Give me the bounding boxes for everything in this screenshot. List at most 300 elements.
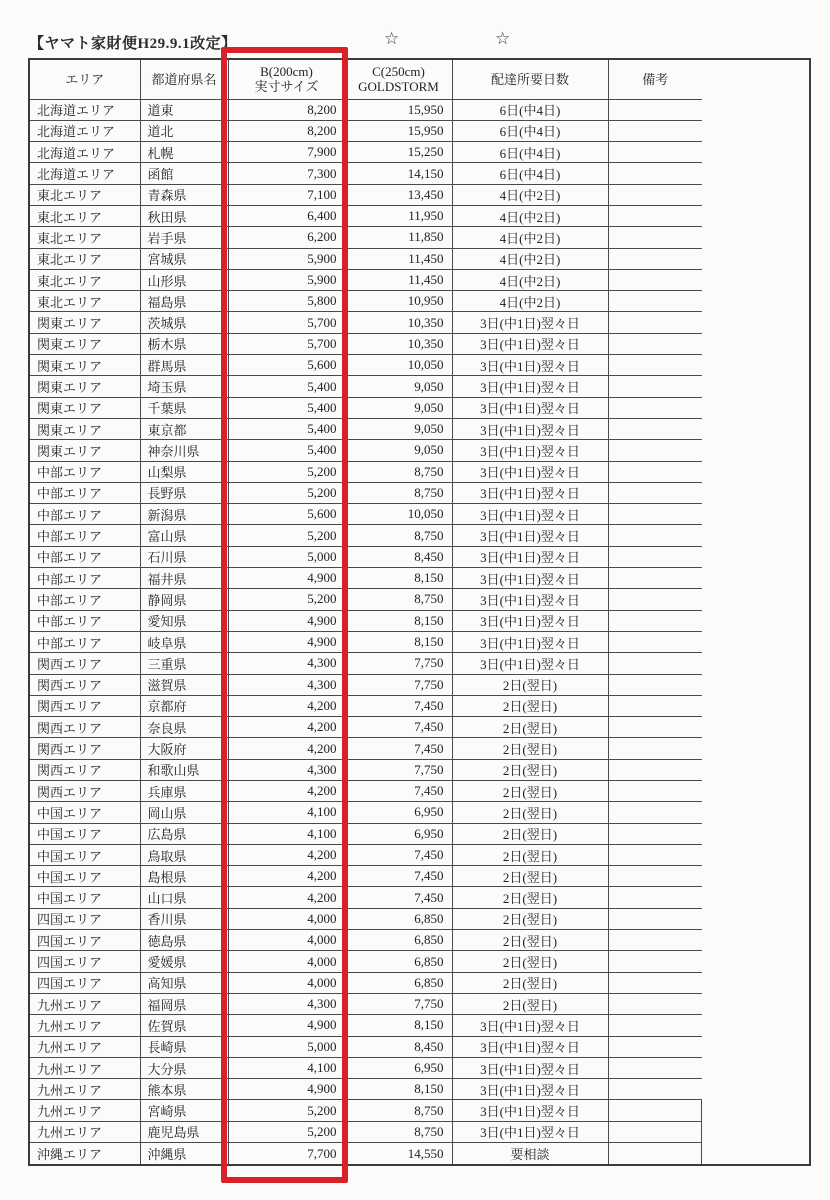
remarks-cell [608,184,702,205]
prefecture-cell: 沖縄県 [140,1143,228,1164]
prefecture-cell: 長崎県 [140,1036,228,1057]
prefecture-cell: 鹿児島県 [140,1121,228,1142]
table-row [30,887,702,908]
area-cell: 九州エリア [30,1057,140,1078]
table-row [30,248,702,269]
prefecture-cell: 栃木県 [140,333,228,354]
prefecture-cell: 熊本県 [140,1079,228,1100]
area-cell: 関東エリア [30,333,140,354]
prefecture-cell: 富山県 [140,525,228,546]
remarks-cell [608,1143,702,1164]
price-c-cell: 14,550 [345,1143,452,1164]
price-b-cell: 4,200 [228,738,345,759]
remarks-cell [608,376,702,397]
table-row [30,568,702,589]
remarks-cell [608,972,702,993]
price-b-cell: 7,300 [228,163,345,184]
area-cell: 関西エリア [30,653,140,674]
remarks-cell [608,631,702,652]
table-row [30,993,702,1014]
area-cell: 中国エリア [30,823,140,844]
days-cell: 2日(翌日) [452,695,608,716]
days-cell: 要相談 [452,1143,608,1164]
days-cell: 6日(中4日) [452,120,608,141]
remarks-cell [608,397,702,418]
price-b-cell: 4,900 [228,631,345,652]
rate-table-frame [28,58,811,1166]
days-cell: 6日(中4日) [452,163,608,184]
prefecture-cell: 広島県 [140,823,228,844]
days-cell: 3日(中1日)翌々日 [452,568,608,589]
days-cell: 4日(中2日) [452,205,608,226]
days-cell: 2日(翌日) [452,972,608,993]
table-row [30,546,702,567]
header-row [30,60,702,99]
price-c-cell: 11,950 [345,205,452,226]
prefecture-cell: 道東 [140,99,228,120]
table-row [30,823,702,844]
prefecture-cell: 大阪府 [140,738,228,759]
remarks-cell [608,504,702,525]
days-cell: 2日(翌日) [452,993,608,1014]
table-header [30,60,702,99]
table-row [30,738,702,759]
table-row [30,1015,702,1036]
price-c-cell: 8,150 [345,1079,452,1100]
table-row [30,482,702,503]
table-row [30,142,702,163]
table-row [30,781,702,802]
prefecture-cell: 兵庫県 [140,781,228,802]
price-b-cell: 5,200 [228,1121,345,1142]
table-row [30,184,702,205]
days-cell: 2日(翌日) [452,866,608,887]
table-row [30,844,702,865]
prefecture-cell: 函館 [140,163,228,184]
prefecture-cell: 岐阜県 [140,631,228,652]
price-b-cell: 4,300 [228,653,345,674]
prefecture-cell: 大分県 [140,1057,228,1078]
price-b-cell: 5,900 [228,269,345,290]
price-b-cell: 4,000 [228,908,345,929]
price-b-cell: 4,300 [228,759,345,780]
days-cell: 4日(中2日) [452,291,608,312]
price-c-cell: 8,450 [345,1036,452,1057]
prefecture-cell: 佐賀県 [140,1015,228,1036]
price-b-cell: 5,900 [228,248,345,269]
price-c-cell: 8,750 [345,525,452,546]
shipping-rate-table [30,60,702,1164]
days-cell: 3日(中1日)翌々日 [452,525,608,546]
remarks-cell [608,781,702,802]
price-c-cell: 6,850 [345,908,452,929]
price-c-cell: 8,150 [345,610,452,631]
table-row [30,163,702,184]
remarks-cell [608,418,702,439]
area-cell: 北海道エリア [30,120,140,141]
table-row [30,972,702,993]
remarks-cell [608,1100,702,1121]
area-cell: 東北エリア [30,205,140,226]
price-c-cell: 7,450 [345,717,452,738]
price-b-cell: 4,000 [228,951,345,972]
price-c-cell: 9,050 [345,376,452,397]
remarks-cell [608,142,702,163]
price-c-cell: 10,350 [345,312,452,333]
header-days: 配達所要日数 [452,60,608,99]
days-cell: 2日(翌日) [452,823,608,844]
days-cell: 2日(翌日) [452,759,608,780]
price-c-cell: 7,750 [345,993,452,1014]
area-cell: 沖縄エリア [30,1143,140,1164]
area-cell: 中部エリア [30,568,140,589]
table-row [30,291,702,312]
table-row [30,205,702,226]
prefecture-cell: 青森県 [140,184,228,205]
price-c-cell: 8,750 [345,589,452,610]
remarks-cell [608,1057,702,1078]
table-row [30,461,702,482]
table-row [30,269,702,290]
table-row [30,1143,702,1164]
area-cell: 中国エリア [30,887,140,908]
table-row [30,1036,702,1057]
prefecture-cell: 愛媛県 [140,951,228,972]
prefecture-cell: 奈良県 [140,717,228,738]
remarks-cell [608,248,702,269]
price-b-cell: 4,200 [228,866,345,887]
days-cell: 3日(中1日)翌々日 [452,333,608,354]
days-cell: 3日(中1日)翌々日 [452,1036,608,1057]
days-cell: 6日(中4日) [452,99,608,120]
table-row [30,120,702,141]
table-row [30,333,702,354]
price-c-cell: 8,750 [345,461,452,482]
area-cell: 東北エリア [30,227,140,248]
days-cell: 3日(中1日)翌々日 [452,1079,608,1100]
price-b-cell: 5,400 [228,397,345,418]
remarks-cell [608,227,702,248]
price-b-cell: 5,600 [228,504,345,525]
remarks-cell [608,653,702,674]
price-c-cell: 6,950 [345,802,452,823]
days-cell: 4日(中2日) [452,269,608,290]
area-cell: 中部エリア [30,589,140,610]
area-cell: 関東エリア [30,440,140,461]
prefecture-cell: 長野県 [140,482,228,503]
prefecture-cell: 秋田県 [140,205,228,226]
area-cell: 中部エリア [30,631,140,652]
prefecture-cell: 茨城県 [140,312,228,333]
price-b-cell: 5,000 [228,1036,345,1057]
price-c-cell: 14,150 [345,163,452,184]
price-c-cell: 8,750 [345,482,452,503]
days-cell: 3日(中1日)翌々日 [452,440,608,461]
remarks-cell [608,589,702,610]
price-b-cell: 4,200 [228,781,345,802]
area-cell: 四国エリア [30,930,140,951]
remarks-cell [608,546,702,567]
area-cell: 東北エリア [30,248,140,269]
price-c-cell: 9,050 [345,397,452,418]
area-cell: 九州エリア [30,1015,140,1036]
price-b-cell: 4,200 [228,844,345,865]
table-row [30,1057,702,1078]
table-row [30,1079,702,1100]
days-cell: 3日(中1日)翌々日 [452,376,608,397]
remarks-cell [608,802,702,823]
remarks-cell [608,120,702,141]
price-c-cell: 13,450 [345,184,452,205]
prefecture-cell: 新潟県 [140,504,228,525]
table-row [30,440,702,461]
remarks-cell [608,312,702,333]
price-c-cell: 10,050 [345,355,452,376]
area-cell: 九州エリア [30,993,140,1014]
days-cell: 3日(中1日)翌々日 [452,1121,608,1142]
prefecture-cell: 滋賀県 [140,674,228,695]
days-cell: 2日(翌日) [452,844,608,865]
area-cell: 中部エリア [30,610,140,631]
area-cell: 九州エリア [30,1079,140,1100]
area-cell: 関東エリア [30,397,140,418]
area-cell: 関西エリア [30,695,140,716]
star-icon: ☆ [495,29,511,48]
area-cell: 北海道エリア [30,99,140,120]
page-title: 【ヤマト家財便H29.9.1改定】 [29,36,237,52]
price-b-cell: 5,400 [228,418,345,439]
table-row [30,397,702,418]
days-cell: 2日(翌日) [452,930,608,951]
table-row [30,1100,702,1121]
remarks-column-divider-line [701,1100,702,1164]
price-c-cell: 15,250 [345,142,452,163]
days-cell: 3日(中1日)翌々日 [452,461,608,482]
prefecture-cell: 札幌 [140,142,228,163]
days-cell: 2日(翌日) [452,908,608,929]
area-cell: 関東エリア [30,355,140,376]
days-cell: 6日(中4日) [452,142,608,163]
price-c-cell: 8,750 [345,1100,452,1121]
prefecture-cell: 千葉県 [140,397,228,418]
area-cell: 中国エリア [30,844,140,865]
table-row [30,418,702,439]
days-cell: 3日(中1日)翌々日 [452,504,608,525]
price-b-cell: 4,900 [228,1079,345,1100]
days-cell: 2日(翌日) [452,674,608,695]
days-cell: 3日(中1日)翌々日 [452,631,608,652]
price-c-cell: 8,150 [345,1015,452,1036]
prefecture-cell: 福島県 [140,291,228,312]
price-c-cell: 7,750 [345,674,452,695]
remarks-cell [608,482,702,503]
price-c-cell: 6,850 [345,951,452,972]
price-b-cell: 4,300 [228,674,345,695]
price-c-cell: 7,450 [345,781,452,802]
days-cell: 4日(中2日) [452,184,608,205]
table-row [30,504,702,525]
area-cell: 関西エリア [30,674,140,695]
price-c-cell: 11,450 [345,269,452,290]
days-cell: 3日(中1日)翌々日 [452,482,608,503]
area-cell: 関西エリア [30,781,140,802]
days-cell: 2日(翌日) [452,887,608,908]
days-cell: 3日(中1日)翌々日 [452,397,608,418]
price-b-cell: 4,900 [228,610,345,631]
area-cell: 関東エリア [30,312,140,333]
price-b-cell: 4,900 [228,1015,345,1036]
price-c-cell: 6,850 [345,930,452,951]
remarks-cell [608,1036,702,1057]
remarks-cell [608,1015,702,1036]
price-b-cell: 5,200 [228,482,345,503]
days-cell: 3日(中1日)翌々日 [452,1100,608,1121]
days-cell: 3日(中1日)翌々日 [452,1015,608,1036]
star-icon: ☆ [384,29,400,48]
header-size-b-line2: 実寸サイズ [254,79,319,95]
days-cell: 2日(翌日) [452,717,608,738]
remarks-cell [608,823,702,844]
days-cell: 2日(翌日) [452,802,608,823]
table-body [30,99,702,1164]
area-cell: 中部エリア [30,525,140,546]
price-c-cell: 10,950 [345,291,452,312]
price-b-cell: 5,200 [228,461,345,482]
price-b-cell: 5,000 [228,546,345,567]
remarks-cell [608,610,702,631]
price-b-cell: 5,200 [228,1100,345,1121]
price-c-cell: 7,450 [345,695,452,716]
area-cell: 関西エリア [30,717,140,738]
remarks-cell [608,205,702,226]
price-b-cell: 4,100 [228,802,345,823]
days-cell: 3日(中1日)翌々日 [452,1057,608,1078]
days-cell: 3日(中1日)翌々日 [452,546,608,567]
area-cell: 東北エリア [30,184,140,205]
price-b-cell: 7,900 [228,142,345,163]
table-row [30,589,702,610]
prefecture-cell: 福井県 [140,568,228,589]
prefecture-cell: 愛知県 [140,610,228,631]
remarks-cell [608,99,702,120]
area-cell: 東北エリア [30,291,140,312]
area-cell: 関東エリア [30,376,140,397]
prefecture-cell: 宮城県 [140,248,228,269]
table-row [30,717,702,738]
days-cell: 3日(中1日)翌々日 [452,418,608,439]
header-area: エリア [30,60,140,99]
prefecture-cell: 神奈川県 [140,440,228,461]
table-row [30,908,702,929]
header-size-c-line1: C(250cm) [372,64,425,80]
price-c-cell: 15,950 [345,99,452,120]
prefecture-cell: 岡山県 [140,802,228,823]
table-row [30,355,702,376]
area-cell: 中国エリア [30,802,140,823]
area-cell: 四国エリア [30,951,140,972]
days-cell: 4日(中2日) [452,248,608,269]
prefecture-cell: 宮崎県 [140,1100,228,1121]
table-row [30,631,702,652]
prefecture-cell: 石川県 [140,546,228,567]
table-row [30,312,702,333]
area-cell: 中国エリア [30,866,140,887]
price-b-cell: 8,200 [228,99,345,120]
header-size-b-line1: B(200cm) [260,64,313,80]
area-cell: 関東エリア [30,418,140,439]
table-row [30,99,702,120]
prefecture-cell: 岩手県 [140,227,228,248]
price-b-cell: 4,000 [228,972,345,993]
remarks-cell [608,993,702,1014]
price-b-cell: 4,300 [228,993,345,1014]
table-row [30,610,702,631]
table-row [30,695,702,716]
remarks-cell [608,1079,702,1100]
price-b-cell: 5,700 [228,333,345,354]
area-cell: 関西エリア [30,738,140,759]
area-cell: 四国エリア [30,908,140,929]
prefecture-cell: 山形県 [140,269,228,290]
table-row [30,951,702,972]
remarks-cell [608,738,702,759]
price-b-cell: 4,000 [228,930,345,951]
remarks-cell [608,1121,702,1142]
days-cell: 3日(中1日)翌々日 [452,610,608,631]
area-cell: 九州エリア [30,1036,140,1057]
table-row [30,1121,702,1142]
remarks-cell [608,440,702,461]
price-b-cell: 6,400 [228,205,345,226]
price-b-cell: 5,800 [228,291,345,312]
area-cell: 九州エリア [30,1100,140,1121]
price-b-cell: 8,200 [228,120,345,141]
area-cell: 中部エリア [30,482,140,503]
area-cell: 中部エリア [30,546,140,567]
price-b-cell: 4,200 [228,887,345,908]
area-cell: 九州エリア [30,1121,140,1142]
prefecture-cell: 群馬県 [140,355,228,376]
price-b-cell: 5,400 [228,376,345,397]
price-c-cell: 8,750 [345,1121,452,1142]
price-c-cell: 6,950 [345,1057,452,1078]
table-row [30,376,702,397]
days-cell: 2日(翌日) [452,951,608,972]
table-row [30,227,702,248]
price-c-cell: 7,450 [345,866,452,887]
table-row [30,653,702,674]
price-b-cell: 6,200 [228,227,345,248]
price-c-cell: 11,850 [345,227,452,248]
days-cell: 3日(中1日)翌々日 [452,312,608,333]
header-prefecture: 都道府県名 [140,60,228,99]
table-row [30,674,702,695]
prefecture-cell: 高知県 [140,972,228,993]
prefecture-cell: 埼玉県 [140,376,228,397]
remarks-cell [608,887,702,908]
prefecture-cell: 香川県 [140,908,228,929]
area-cell: 関西エリア [30,759,140,780]
days-cell: 3日(中1日)翌々日 [452,589,608,610]
prefecture-cell: 静岡県 [140,589,228,610]
price-c-cell: 10,050 [345,504,452,525]
remarks-cell [608,717,702,738]
days-cell: 2日(翌日) [452,781,608,802]
header-size-c-line2: GOLDSTORM [358,79,439,95]
price-c-cell: 9,050 [345,418,452,439]
remarks-cell [608,568,702,589]
table-row [30,930,702,951]
